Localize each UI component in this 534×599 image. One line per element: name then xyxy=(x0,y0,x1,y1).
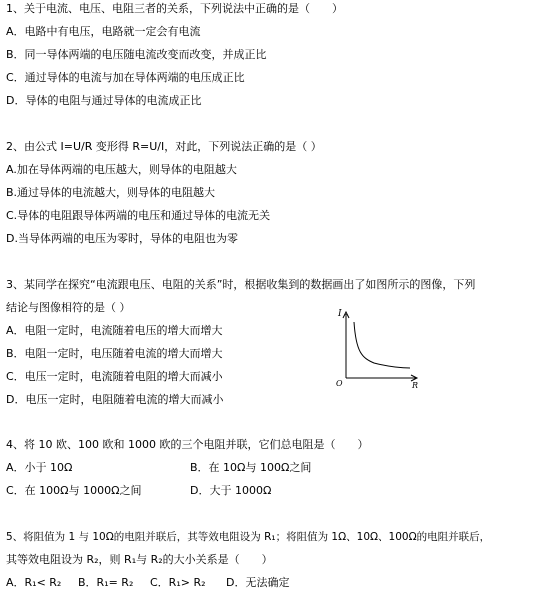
graph-origin-label: O xyxy=(336,379,343,388)
q1-option-d: D．导体的电阻与通过导体的电流成正比 xyxy=(6,94,202,107)
i-r-graph xyxy=(332,306,422,388)
q2-option-a: A.加在导体两端的电压越大，则导体的电阻越大 xyxy=(6,163,237,176)
q5-option-c: C．R₁> R₂ xyxy=(150,576,206,589)
q5-stem-line2: 其等效电阻设为 R₂，则 R₁与 R₂的大小关系是（ ） xyxy=(6,553,273,566)
graph-x-label: R xyxy=(412,381,419,388)
q1-option-a: A．电路中有电压，电路就一定会有电流 xyxy=(6,25,201,38)
q3-stem-line2: 结论与图像相符的是（ ） xyxy=(6,301,131,314)
graph-curve xyxy=(354,322,410,368)
q5-option-b: B．R₁= R₂ xyxy=(78,576,134,589)
q3-stem-line1: 3、某同学在探究“电流跟电压、电阻的关系”时，根据收集到的数据画出了如图所示的图像，下列 xyxy=(6,278,476,291)
q4-option-a: A．小于 10Ω xyxy=(6,461,73,474)
q4-option-c: C．在 100Ω与 1000Ω之间 xyxy=(6,484,142,497)
q3-option-c: C．电压一定时，电流随着电阻的增大而减小 xyxy=(6,370,223,383)
q4-option-b: B．在 10Ω与 100Ω之间 xyxy=(190,461,312,474)
graph-y-label: I xyxy=(338,309,342,319)
q2-option-c: C.导体的电阻跟导体两端的电压和通过导体的电流无关 xyxy=(6,209,271,222)
q1-option-b: B．同一导体两端的电压随电流改变而改变，并成正比 xyxy=(6,48,267,61)
q3-option-d: D．电压一定时，电阻随着电流的增大而减小 xyxy=(6,393,224,406)
q4-option-d: D．大于 1000Ω xyxy=(190,484,272,497)
q5-stem-line1: 5、将阻值为 1 与 10Ω的电阻并联后，其等效电阻设为 R₁；将阻值为 1Ω、10Ω、100Ω的电阻并联后， xyxy=(6,531,491,543)
q1-stem: 1、关于电流、电压、电阻三者的关系，下列说法中正确的是（ ） xyxy=(6,2,343,15)
q3-option-a: A．电阻一定时，电流随着电压的增大而增大 xyxy=(6,324,223,337)
q1-option-c: C．通过导体的电流与加在导体两端的电压成正比 xyxy=(6,71,245,84)
q2-stem: 2、由公式 I=U/R 变形得 R=U/I，对此，下列说法正确的是（ ） xyxy=(6,140,322,153)
q5-option-a: A．R₁< R₂ xyxy=(6,576,62,589)
q5-option-d: D．无法确定 xyxy=(226,576,290,589)
q4-stem: 4、将 10 欧、100 欧和 1000 欧的三个电阻并联，它们总电阻是（ ） xyxy=(6,438,369,451)
q2-option-b: B.通过导体的电流越大，则导体的电阻越大 xyxy=(6,186,216,199)
q3-option-b: B．电阻一定时，电压随着电流的增大而增大 xyxy=(6,347,223,360)
q2-option-d: D.当导体两端的电压为零时，导体的电阻也为零 xyxy=(6,232,238,245)
